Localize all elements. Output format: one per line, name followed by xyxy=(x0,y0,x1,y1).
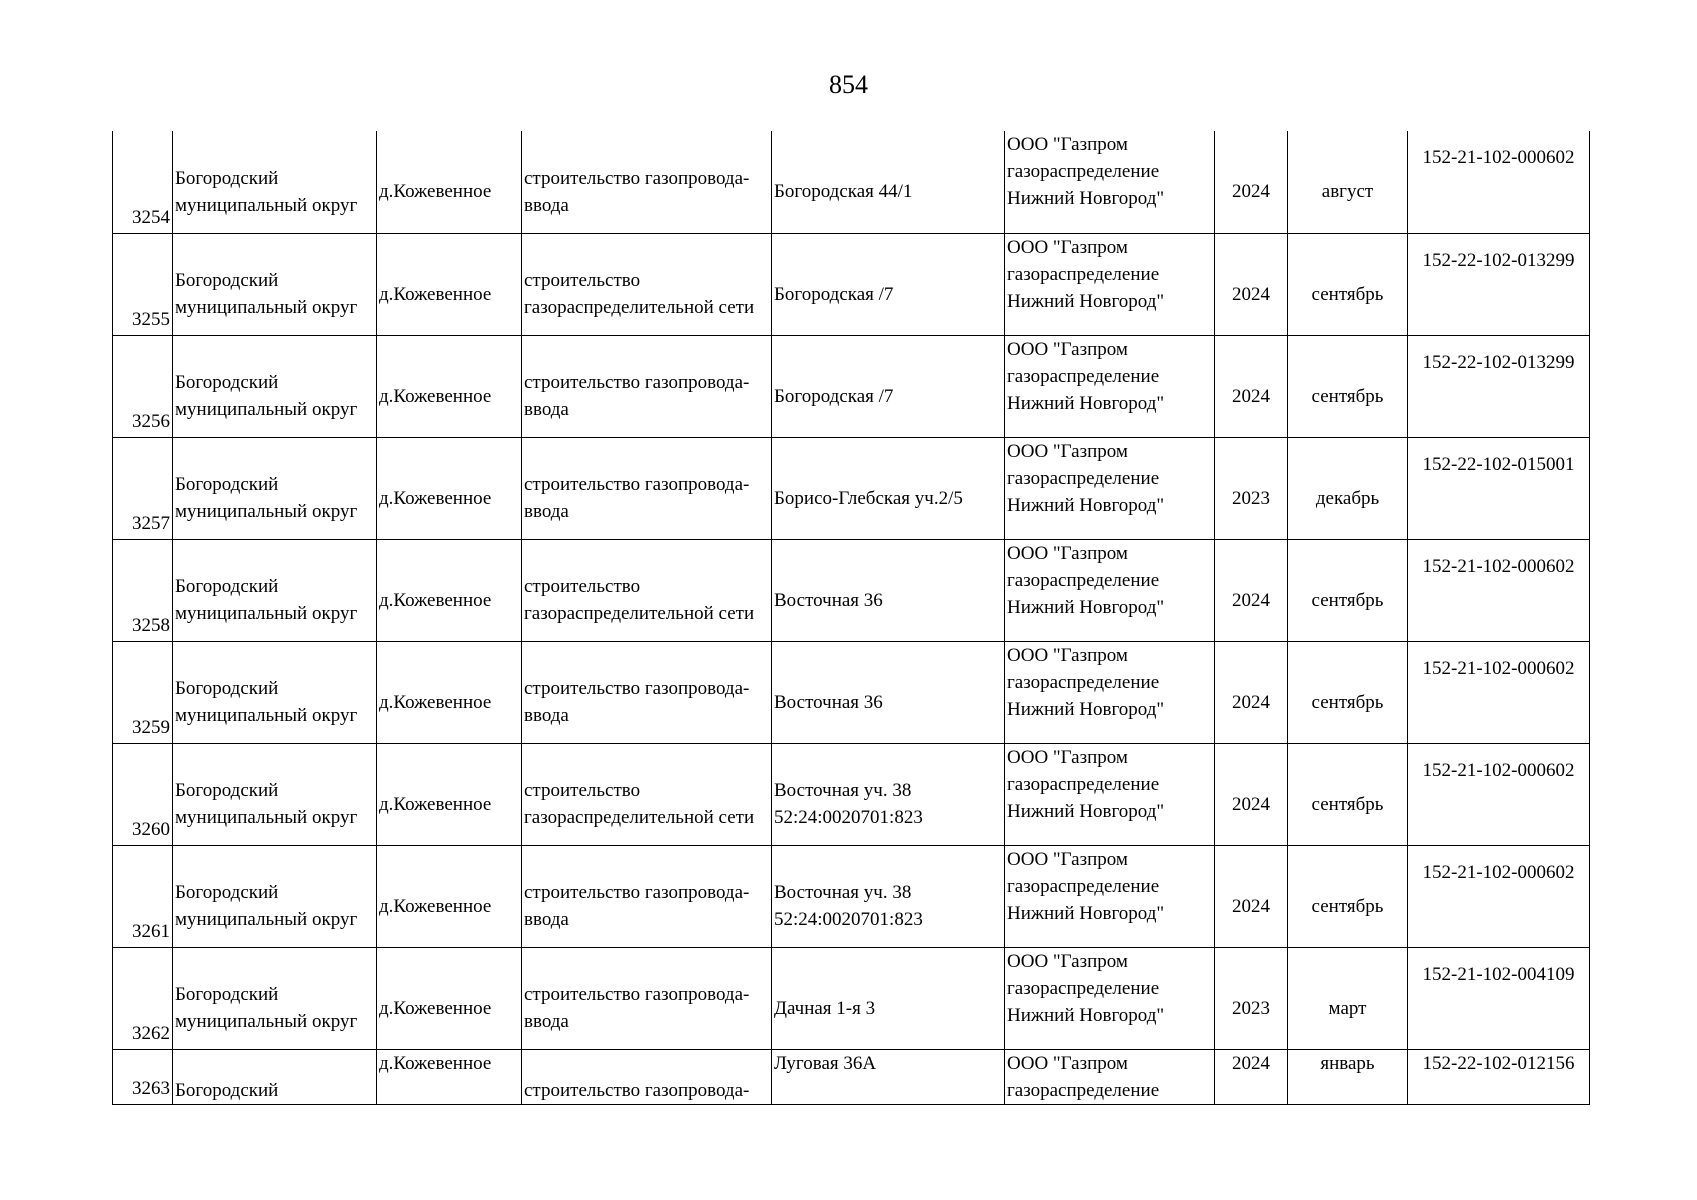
organization-cell xyxy=(1005,641,1215,743)
district-cell-text: Богородский муниципальный округ xyxy=(175,167,358,216)
organization-cell-text: ООО "Газпром газораспределение Нижний Новгород" xyxy=(1007,644,1165,720)
year-cell-text: 2024 xyxy=(1232,589,1270,611)
district-cell-text: Богородский муниципальный округ xyxy=(175,372,358,420)
work-type-cell xyxy=(522,131,772,233)
district-cell xyxy=(173,1049,377,1104)
month-cell-text: сентябрь xyxy=(1311,589,1384,611)
year-cell-text: 2024 xyxy=(1232,181,1270,203)
address-cell-text: Богородская /7 xyxy=(774,385,894,407)
village-cell xyxy=(377,1049,522,1104)
year-cell xyxy=(1215,539,1288,641)
year-cell-text: 2024 xyxy=(1232,691,1270,713)
month-cell-text: сентябрь xyxy=(1311,691,1384,713)
row-number xyxy=(113,233,173,335)
code-cell xyxy=(1408,743,1590,845)
organization-cell-text: ООО "Газпром газораспределение Нижний Новгород" xyxy=(1007,134,1165,210)
row-number-text: 3262 xyxy=(132,1022,170,1044)
year-cell-text: 2024 xyxy=(1232,793,1270,815)
work-type-cell-text: строительство газопровода- ввода xyxy=(524,474,750,522)
village-cell xyxy=(377,131,522,233)
year-cell xyxy=(1215,743,1288,845)
work-type-cell-text: строительство газопровода- xyxy=(524,1079,750,1101)
row-number xyxy=(113,947,173,1049)
village-cell-text: д.Кожевенное xyxy=(379,385,492,407)
code-cell-text: 152-21-102-000602 xyxy=(1422,759,1575,781)
month-cell-text: сентябрь xyxy=(1311,895,1384,917)
work-type-cell-text: строительство газораспределительной сети xyxy=(524,270,755,318)
work-type-cell xyxy=(522,539,772,641)
code-cell xyxy=(1408,437,1590,539)
work-type-cell xyxy=(522,845,772,947)
table-body xyxy=(113,131,1590,1104)
organization-cell-text: ООО "Газпром газораспределение Нижний Новгород" xyxy=(1007,542,1165,618)
year-cell xyxy=(1215,335,1288,437)
organization-cell-text: ООО "Газпром газораспределение Нижний Новгород" xyxy=(1007,746,1165,822)
village-cell-text: д.Кожевенное xyxy=(379,181,492,203)
address-cell-text: Богородская /7 xyxy=(774,283,894,305)
address-cell xyxy=(772,743,1005,845)
village-cell xyxy=(377,335,522,437)
village-cell xyxy=(377,539,522,641)
address-cell xyxy=(772,641,1005,743)
code-cell-text: 152-21-102-000602 xyxy=(1422,657,1575,679)
district-cell xyxy=(173,437,377,539)
month-cell-text: январь xyxy=(1320,1052,1375,1074)
row-number xyxy=(113,845,173,947)
work-type-cell-text: строительство газопровода- ввода xyxy=(524,372,750,420)
row-number-text: 3255 xyxy=(132,308,170,330)
address-cell xyxy=(772,947,1005,1049)
village-cell-text: д.Кожевенное xyxy=(379,691,492,713)
organization-cell xyxy=(1005,131,1215,233)
code-cell xyxy=(1408,947,1590,1049)
organization-cell xyxy=(1005,539,1215,641)
table-row xyxy=(113,947,1590,1049)
row-number xyxy=(113,437,173,539)
address-cell xyxy=(772,335,1005,437)
year-cell-text: 2024 xyxy=(1232,895,1270,917)
work-type-cell-text: строительство газопровода- ввода xyxy=(524,984,750,1032)
address-cell-text: Борисо-Глебская уч.2/5 xyxy=(774,487,963,509)
work-type-cell xyxy=(522,1049,772,1104)
row-number-text: 3258 xyxy=(132,614,170,636)
month-cell-text: декабрь xyxy=(1315,487,1380,509)
page-number: 854 xyxy=(829,70,868,99)
year-cell xyxy=(1215,947,1288,1049)
row-number xyxy=(113,641,173,743)
village-cell-text: д.Кожевенное xyxy=(379,487,492,509)
organization-cell xyxy=(1005,845,1215,947)
code-cell xyxy=(1408,641,1590,743)
organization-cell xyxy=(1005,233,1215,335)
address-cell xyxy=(772,233,1005,335)
row-number-text: 3256 xyxy=(132,410,170,432)
register-table xyxy=(112,131,1590,1105)
month-cell xyxy=(1288,641,1408,743)
address-cell xyxy=(772,131,1005,233)
organization-cell-text: ООО "Газпром газораспределение Нижний Новгород" xyxy=(1007,236,1165,312)
month-cell xyxy=(1288,845,1408,947)
month-cell-text: сентябрь xyxy=(1311,793,1384,815)
address-cell xyxy=(772,1049,1005,1104)
code-cell xyxy=(1408,335,1590,437)
year-cell xyxy=(1215,845,1288,947)
code-cell xyxy=(1408,539,1590,641)
table-row xyxy=(113,1049,1590,1104)
address-cell xyxy=(772,539,1005,641)
organization-cell-text: ООО "Газпром газораспределение xyxy=(1007,1052,1160,1101)
year-cell-text: 2023 xyxy=(1232,997,1270,1019)
code-cell xyxy=(1408,131,1590,233)
address-cell-text: Дачная 1-я 3 xyxy=(774,997,876,1019)
row-number xyxy=(113,335,173,437)
table-row xyxy=(113,437,1590,539)
table-row xyxy=(113,539,1590,641)
organization-cell-text: ООО "Газпром газораспределение Нижний Новгород" xyxy=(1007,848,1165,924)
table-row xyxy=(113,641,1590,743)
village-cell xyxy=(377,233,522,335)
address-cell-text: Луговая 36А xyxy=(774,1052,877,1074)
organization-cell-text: ООО "Газпром газораспределение Нижний Новгород" xyxy=(1007,950,1165,1026)
district-cell-text: Богородский муниципальный округ xyxy=(175,984,358,1032)
code-cell xyxy=(1408,233,1590,335)
village-cell-text: д.Кожевенное xyxy=(379,1052,492,1074)
work-type-cell xyxy=(522,437,772,539)
code-cell-text: 152-22-102-013299 xyxy=(1422,249,1575,271)
row-number-text: 3254 xyxy=(132,206,170,228)
district-cell-text: Богородский муниципальный округ xyxy=(175,576,358,624)
organization-cell-text: ООО "Газпром газораспределение Нижний Новгород" xyxy=(1007,338,1165,414)
year-cell-text: 2024 xyxy=(1232,283,1270,305)
work-type-cell-text: строительство газораспределительной сети xyxy=(524,780,755,828)
village-cell-text: д.Кожевенное xyxy=(379,283,492,305)
village-cell-text: д.Кожевенное xyxy=(379,793,492,815)
code-cell-text: 152-21-102-000602 xyxy=(1422,861,1575,883)
address-cell-text: Восточная 36 xyxy=(774,589,883,611)
table-row xyxy=(113,131,1590,233)
row-number-text: 3263 xyxy=(132,1077,170,1099)
organization-cell xyxy=(1005,743,1215,845)
month-cell-text: сентябрь xyxy=(1311,385,1384,407)
row-number-text: 3257 xyxy=(132,512,170,534)
code-cell-text: 152-22-102-012156 xyxy=(1422,1052,1575,1074)
month-cell xyxy=(1288,743,1408,845)
year-cell xyxy=(1215,1049,1288,1104)
row-number xyxy=(113,539,173,641)
month-cell xyxy=(1288,437,1408,539)
district-cell xyxy=(173,947,377,1049)
month-cell xyxy=(1288,233,1408,335)
month-cell-text: март xyxy=(1328,997,1367,1019)
work-type-cell-text: строительство газопровода- ввода xyxy=(524,167,750,216)
address-cell xyxy=(772,437,1005,539)
district-cell-text: Богородский муниципальный округ xyxy=(175,780,358,828)
table-row xyxy=(113,743,1590,845)
row-number-text: 3259 xyxy=(132,716,170,738)
village-cell xyxy=(377,641,522,743)
village-cell-text: д.Кожевенное xyxy=(379,895,492,917)
table-row xyxy=(113,845,1590,947)
code-cell-text: 152-22-102-015001 xyxy=(1422,453,1575,475)
organization-cell-text: ООО "Газпром газораспределение Нижний Новгород" xyxy=(1007,440,1165,516)
district-cell-text: Богородский муниципальный округ xyxy=(175,882,358,930)
code-cell-text: 152-21-102-000602 xyxy=(1422,555,1575,577)
month-cell xyxy=(1288,131,1408,233)
organization-cell xyxy=(1005,947,1215,1049)
row-number-text: 3261 xyxy=(132,920,170,942)
district-cell xyxy=(173,233,377,335)
row-number xyxy=(113,1049,173,1104)
district-cell-text: Богородский xyxy=(175,1079,279,1101)
village-cell xyxy=(377,947,522,1049)
address-cell-text: Восточная 36 xyxy=(774,691,883,713)
work-type-cell xyxy=(522,233,772,335)
district-cell-text: Богородский муниципальный округ xyxy=(175,474,358,522)
district-cell-text: Богородский муниципальный округ xyxy=(175,678,358,726)
village-cell-text: д.Кожевенное xyxy=(379,997,492,1019)
address-cell xyxy=(772,845,1005,947)
code-cell xyxy=(1408,1049,1590,1104)
year-cell xyxy=(1215,131,1288,233)
organization-cell xyxy=(1005,1049,1215,1104)
month-cell xyxy=(1288,1049,1408,1104)
year-cell xyxy=(1215,641,1288,743)
code-cell-text: 152-21-102-004109 xyxy=(1422,963,1575,985)
row-number-text: 3260 xyxy=(132,818,170,840)
year-cell-text: 2024 xyxy=(1232,385,1270,407)
month-cell-text: сентябрь xyxy=(1311,283,1384,305)
month-cell xyxy=(1288,335,1408,437)
code-cell xyxy=(1408,845,1590,947)
district-cell xyxy=(173,131,377,233)
table-row xyxy=(113,233,1590,335)
village-cell xyxy=(377,845,522,947)
table-row xyxy=(113,335,1590,437)
year-cell-text: 2024 xyxy=(1232,1052,1270,1074)
district-cell xyxy=(173,641,377,743)
year-cell xyxy=(1215,437,1288,539)
address-cell-text: Восточная уч. 38 52:24:0020701:823 xyxy=(774,780,923,828)
district-cell xyxy=(173,539,377,641)
work-type-cell-text: строительство газораспределительной сети xyxy=(524,576,755,624)
code-cell-text: 152-22-102-013299 xyxy=(1422,351,1575,373)
address-cell-text: Восточная уч. 38 52:24:0020701:823 xyxy=(774,882,923,930)
year-cell xyxy=(1215,233,1288,335)
work-type-cell xyxy=(522,947,772,1049)
work-type-cell-text: строительство газопровода- ввода xyxy=(524,678,750,726)
year-cell-text: 2023 xyxy=(1232,487,1270,509)
work-type-cell xyxy=(522,641,772,743)
village-cell-text: д.Кожевенное xyxy=(379,589,492,611)
month-cell xyxy=(1288,539,1408,641)
village-cell xyxy=(377,437,522,539)
month-cell xyxy=(1288,947,1408,1049)
district-cell xyxy=(173,743,377,845)
row-number xyxy=(113,743,173,845)
village-cell xyxy=(377,743,522,845)
work-type-cell xyxy=(522,335,772,437)
row-number xyxy=(113,131,173,233)
organization-cell xyxy=(1005,335,1215,437)
work-type-cell-text: строительство газопровода- ввода xyxy=(524,882,750,930)
month-cell-text: август xyxy=(1321,181,1374,203)
organization-cell xyxy=(1005,437,1215,539)
district-cell xyxy=(173,845,377,947)
work-type-cell xyxy=(522,743,772,845)
address-cell-text: Богородская 44/1 xyxy=(774,181,913,203)
code-cell-text: 152-21-102-000602 xyxy=(1422,147,1575,169)
district-cell xyxy=(173,335,377,437)
district-cell-text: Богородский муниципальный округ xyxy=(175,270,358,318)
